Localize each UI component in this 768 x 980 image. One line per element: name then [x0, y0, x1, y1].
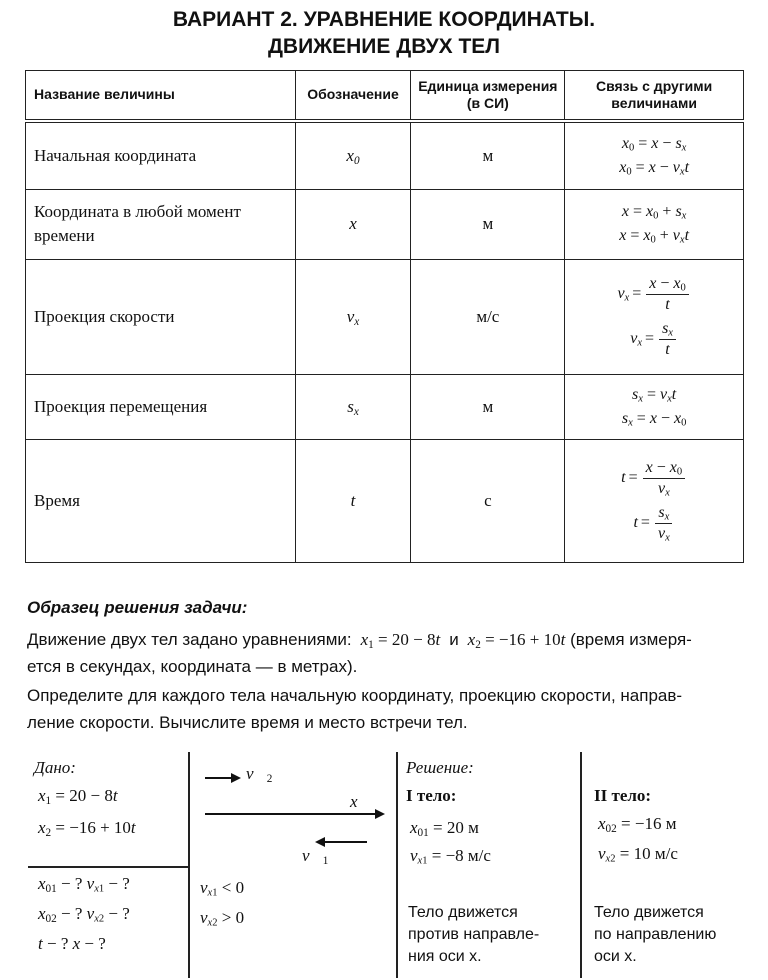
title-line-2: ДВИЖЕНИЕ ДВУХ ТЕЛ — [267, 35, 501, 59]
row-name: Проекция скорости — [26, 259, 296, 374]
table-header-row — [26, 71, 744, 122]
row-symbol: $x_0$ — [295, 121, 411, 189]
solution-label: Решение: — [406, 758, 474, 777]
row-relation: t = $\frac{x - x_0}{v_x}$ t = $\frac{s_x}{v_x}$ — [565, 439, 744, 562]
row-symbol: $v_x$ — [295, 259, 411, 374]
divider-bodies — [580, 752, 582, 978]
header-symbol: Обозначение — [295, 71, 411, 122]
divider-diagram — [396, 752, 398, 978]
body1-line: против направле- — [408, 926, 540, 943]
row-relation: $v_x$ = $\frac{x - x_0}{t}$ $v_x$ = $\frac{s_x}{t}$ — [565, 259, 744, 374]
header-unit: Единица измерения (в СИ) — [411, 71, 565, 122]
row-unit: м — [411, 374, 565, 439]
cond-vx2: $v_{x2} > 0$ — [200, 908, 245, 929]
p1-and: и — [449, 630, 459, 649]
page-title — [0, 6, 768, 61]
row-relation: $x = x_0 + s_x$ $x = x_0 + v_xt$ — [565, 189, 744, 259]
body1-x01: $x_{01} = 20$ м — [410, 818, 479, 839]
row-unit: м — [411, 121, 565, 189]
row-relation: $x_0 = x - s_x$ $x_0 = x - v_xt$ — [565, 121, 744, 189]
table-row — [26, 189, 744, 259]
row-unit: с — [411, 439, 565, 562]
find-2: $x_{02}$ − ? $v_{x2}$ − ? — [38, 904, 130, 925]
x02-value: = −16 м — [621, 814, 677, 833]
p1-text-a: Движение двух тел задано уравнениями: — [27, 630, 352, 649]
table-row — [26, 121, 744, 189]
body1-line: ния оси x. — [408, 948, 482, 965]
body1-vx1: $v_{x1} = -8$ м/с — [410, 846, 491, 867]
row-unit: м/с — [411, 259, 565, 374]
title-line-1: ВАРИАНТ 2. УРАВНЕНИЕ КООРДИНАТЫ. — [172, 8, 596, 31]
cond-vx1: $v_{x1} < 0$ — [200, 878, 245, 899]
given-eq-2: $x_2 = -16 + 10t$ — [38, 818, 136, 839]
velocity-diagram — [195, 758, 395, 878]
row-unit: м — [411, 189, 565, 259]
body2-description — [594, 902, 716, 968]
x01-value: = 20 м — [433, 818, 479, 837]
problem-paragraph-1 — [27, 626, 747, 680]
row-name: Проекция перемещения — [26, 374, 296, 439]
p2-text-b: ление скорости. Вычислите время и место встречи тел. — [27, 713, 468, 732]
header-name: Название величины — [26, 71, 296, 122]
body2-x02: $x_{02} = -16$ м — [598, 814, 677, 835]
v1-label: $v⃗_1$ — [302, 846, 329, 867]
sample-heading: Образец решения задачи: — [27, 598, 248, 617]
row-symbol: x — [295, 189, 411, 259]
v2-label: $v⃗_2$ — [246, 764, 273, 785]
p1-text-b: (время измеря- — [570, 630, 692, 649]
vx1-value: = −8 м/с — [431, 846, 491, 865]
table-row — [26, 259, 744, 374]
row-symbol: $s_x$ — [295, 374, 411, 439]
table-row — [26, 374, 744, 439]
body2-vx2: $v_{x2} = 10$ м/с — [598, 844, 678, 865]
problem-paragraph-2 — [27, 682, 747, 736]
body2-line: Тело движется — [594, 904, 704, 921]
body1-description — [408, 902, 539, 968]
divider-given — [188, 752, 190, 978]
vx2-value: = 10 м/с — [619, 844, 678, 863]
row-symbol: t — [295, 439, 411, 562]
given-eq-1: $x_1 = 20 - 8t$ — [38, 786, 118, 807]
p1-text-c: ется в секундах, координата — в метрах). — [27, 657, 358, 676]
row-relation: $s_x = v_xt$ $s_x = x - x_0$ — [565, 374, 744, 439]
body2-line: оси x. — [594, 948, 637, 965]
given-label: Дано: — [34, 758, 76, 777]
find-1: $x_{01}$ − ? $v_{x1}$ − ? — [38, 874, 130, 895]
solution-scheme — [0, 740, 768, 980]
x-axis-label: x — [350, 792, 358, 811]
quantities-table — [25, 70, 744, 563]
table-row — [26, 439, 744, 562]
equation-2: $x_2 = -16 + 10t$ — [467, 630, 566, 651]
body2-label: II тело: — [594, 786, 652, 805]
given-separator — [28, 866, 189, 868]
p2-text-a: Определите для каждого тела начальную координату, проекцию скорости, направ- — [27, 686, 683, 705]
row-name: Время — [26, 439, 296, 562]
body1-label: I тело: — [406, 786, 457, 805]
header-relation: Связь с другими величинами — [565, 71, 744, 122]
equation-1: $x_1 = 20 - 8t$ — [360, 630, 441, 651]
find-3: t − ? x − ? — [38, 934, 106, 953]
row-name: Начальная координата — [26, 121, 296, 189]
body2-line: по направлению — [594, 926, 717, 943]
x-axis-arrow — [205, 809, 385, 819]
body1-line: Тело движется — [408, 904, 518, 921]
v2-arrow — [205, 773, 241, 783]
row-name: Координата в любой момент времени — [26, 189, 296, 259]
